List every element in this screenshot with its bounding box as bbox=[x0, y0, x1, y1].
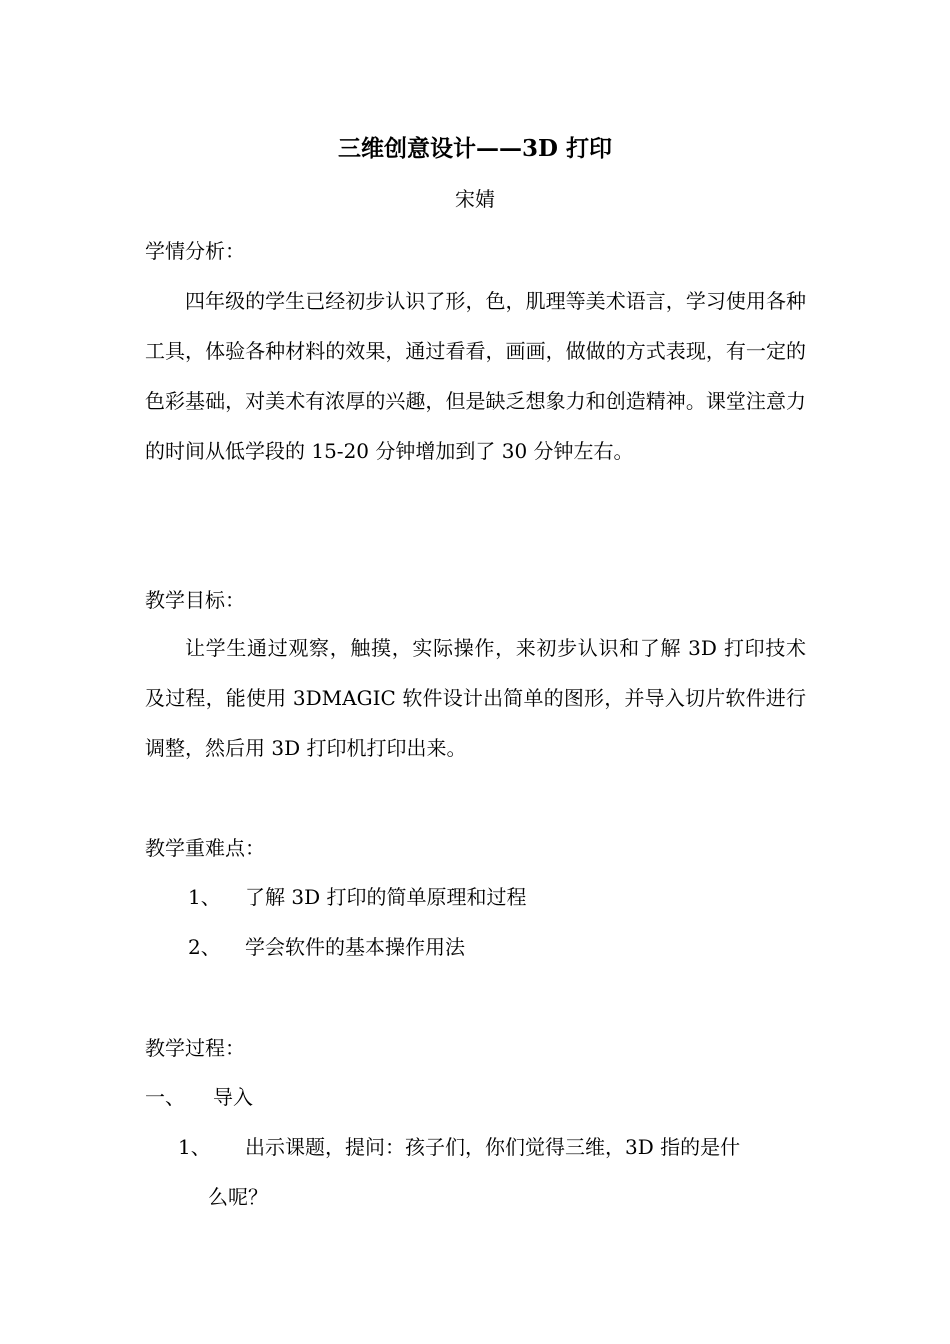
step-number: 一、 bbox=[145, 1085, 185, 1109]
list-item-text: 学会软件的基本操作用法 bbox=[245, 935, 465, 959]
list-item-text: 了解 3D 打印的简单原理和过程 bbox=[245, 885, 527, 909]
substep-continuation bbox=[208, 1182, 508, 1212]
substep-text-line1: 出示课题，提问：孩子们，你们觉得三维，3D 指的是什 bbox=[245, 1135, 741, 1159]
paragraph-analysis: 四年级的学生已经初步认识了形，色，肌理等美术语言，学习使用各种工具，体验各种材料的效果，通过看看，画画，做做的方式表现，有一定的色彩基础，对美术有浓厚的兴趣，但是缺乏想象力和创造精神。课堂注意力的时间从低学段的 15-20 分钟增加到了 30 分钟左右。 bbox=[145, 289, 806, 463]
substep-text-line2: 么呢？ bbox=[208, 1185, 268, 1209]
list-item bbox=[188, 882, 788, 912]
process-step bbox=[145, 1082, 745, 1112]
substep-number: 1、 bbox=[178, 1135, 211, 1159]
document-title: 三维创意设计——3D 打印 bbox=[338, 135, 612, 162]
step-text: 导入 bbox=[213, 1085, 253, 1109]
section-heading-analysis: 学情分析： bbox=[145, 239, 245, 263]
section-heading-keypoints: 教学重难点： bbox=[145, 836, 265, 860]
paragraph-goals: 让学生通过观察，触摸，实际操作，来初步认识和了解 3D 打印技术及过程，能使用 3DMAGIC 软件设计出简单的图形，并导入切片软件进行调整，然后用 3D 打印机打印出来。 bbox=[145, 636, 806, 760]
list-item-number: 1、 bbox=[188, 885, 221, 909]
section-heading-process: 教学过程： bbox=[145, 1036, 245, 1060]
list-item bbox=[188, 932, 788, 962]
section-heading-goals: 教学目标： bbox=[145, 588, 245, 612]
author-name: 宋婧 bbox=[455, 187, 495, 211]
list-item-number: 2、 bbox=[188, 935, 221, 959]
process-substep bbox=[178, 1132, 808, 1162]
